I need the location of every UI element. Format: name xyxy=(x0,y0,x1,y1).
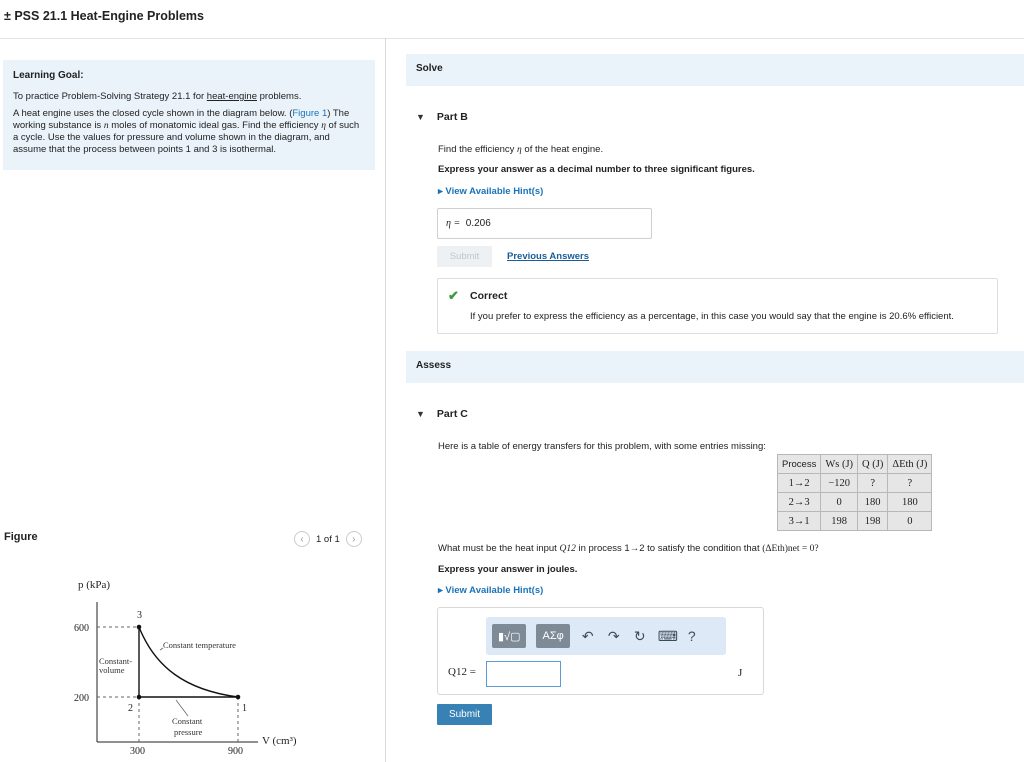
part-c-label: Part C xyxy=(436,408,468,420)
table-header: Q (J) xyxy=(858,455,888,474)
collapse-arrow-icon[interactable]: ▼ xyxy=(416,112,425,122)
hint-triangle-icon: ▸ xyxy=(438,585,446,596)
panel-divider xyxy=(385,38,386,762)
point-3 xyxy=(137,625,142,630)
table-header-row xyxy=(778,455,932,474)
table-row xyxy=(778,474,932,493)
goal-heading: Learning Goal: xyxy=(13,70,84,81)
point-1 xyxy=(236,695,241,700)
table-cell: ? xyxy=(888,474,932,493)
table-cell: 198 xyxy=(858,512,888,531)
part-c-question xyxy=(438,543,819,554)
part-b-answer-value: 0.206 xyxy=(465,218,491,229)
q12-symbol: Q12 xyxy=(559,544,576,554)
previous-answers-link[interactable]: Previous Answers xyxy=(507,251,590,262)
page-title: ± PSS 21.1 Heat-Engine Problems xyxy=(4,9,204,23)
part-b-answer-field[interactable] xyxy=(437,208,652,239)
next-figure-button[interactable]: › xyxy=(346,531,362,547)
table-cell: −120 xyxy=(821,474,858,493)
isothermal-path xyxy=(139,627,238,697)
table-row xyxy=(778,512,932,531)
help-icon[interactable]: ? xyxy=(687,628,696,644)
part-b-question-suffix: of the heat engine. xyxy=(521,144,604,155)
answer-input-panel xyxy=(437,607,764,695)
goal-body-2: ) The working substance is xyxy=(13,108,350,131)
feedback-title: Correct xyxy=(470,290,508,302)
energy-table xyxy=(777,454,932,531)
keyboard-icon[interactable]: ⌨ xyxy=(657,627,678,644)
part-c-question-prefix: What must be the heat input xyxy=(438,543,560,554)
solve-band: Solve xyxy=(406,54,1024,86)
goal-intro-prefix: To practice Problem-Solving Strategy 21.1 for xyxy=(13,91,207,102)
pressure-pointer xyxy=(176,700,188,716)
point-label-3: 3 xyxy=(137,610,142,621)
part-b-answer-label: η = xyxy=(446,218,461,229)
figure-1-link[interactable]: Figure 1 xyxy=(292,108,328,119)
table-cell: 198 xyxy=(821,512,858,531)
table-cell: 180 xyxy=(888,493,932,512)
part-c-question-mid: in process 1→2 to satisfy the condition that xyxy=(575,543,763,554)
pager-text: 1 of 1 xyxy=(316,533,340,545)
y-tick-200: 200 xyxy=(74,693,89,704)
n-symbol: n xyxy=(103,121,109,131)
goal-intro-suffix: problems. xyxy=(256,91,302,102)
part-b-hint-link[interactable] xyxy=(438,186,543,197)
table-cell: 2→3 xyxy=(778,493,821,512)
table-header: ΔEth (J) xyxy=(888,455,932,474)
goal-body-4: of such a cycle. Use the values for pressure and volume shown in the diagram, and assume that the process between points 1 and 3 is isothermal. xyxy=(13,120,360,155)
goal-text xyxy=(13,91,365,156)
pv-diagram xyxy=(60,572,360,762)
figure-label: Figure xyxy=(4,531,38,543)
annotation-constant-volume-2: volume xyxy=(99,665,125,675)
annotation-constant-pressure-2: pressure xyxy=(174,727,203,737)
part-b-question-prefix: Find the efficiency xyxy=(438,144,518,155)
eta-symbol: η xyxy=(321,121,326,131)
prev-figure-button[interactable]: ‹ xyxy=(294,531,310,547)
x-tick-300: 300 xyxy=(130,746,145,757)
y-tick-600: 600 xyxy=(74,623,89,634)
condition-expression: (ΔEth)net = 0? xyxy=(762,544,819,554)
part-c-intro: Here is a table of energy transfers for this problem, with some entries missing: xyxy=(438,441,766,452)
part-c-hint-link[interactable] xyxy=(438,585,543,596)
header-divider xyxy=(0,38,1024,39)
goal-body-3: moles of monatomic ideal gas. Find the efficiency xyxy=(108,120,322,131)
part-b-eta: η xyxy=(517,145,522,155)
math-toolbar xyxy=(486,617,726,655)
point-label-1: 1 xyxy=(242,703,247,714)
table-header: Ws (J) xyxy=(821,455,858,474)
annotation-constant-temperature: Constant temperature xyxy=(163,640,236,650)
part-c-instruction: Express your answer in joules. xyxy=(438,564,578,575)
goal-body-1: A heat engine uses the closed cycle shown in the diagram below. ( xyxy=(13,108,293,119)
undo-icon[interactable]: ↶ xyxy=(581,627,594,644)
q12-input[interactable] xyxy=(486,661,561,687)
reset-icon[interactable]: ↻ xyxy=(633,627,646,644)
collapse-arrow-icon[interactable]: ▼ xyxy=(416,409,425,419)
part-b-label: Part B xyxy=(436,111,468,123)
feedback-box xyxy=(437,278,998,334)
feedback-message: If you prefer to express the efficiency as a percentage, in this case you would say that the engine is 20.6% efficient. xyxy=(470,311,954,322)
x-axis-label: V (cm³) xyxy=(262,735,297,747)
heat-engine-link[interactable]: heat-engine xyxy=(206,91,257,102)
table-cell: 3→1 xyxy=(778,512,821,531)
templates-button[interactable]: ▮√▢ xyxy=(492,624,526,648)
annotation-constant-pressure-1: Constant xyxy=(172,716,203,726)
learning-goal-box xyxy=(3,60,375,170)
table-cell: ? xyxy=(858,474,888,493)
table-cell: 0 xyxy=(821,493,858,512)
table-cell: 0 xyxy=(888,512,932,531)
annotation-constant-volume-1: Constant- xyxy=(99,656,133,666)
part-b-hint-label: View Available Hint(s) xyxy=(445,186,544,197)
symbols-button[interactable]: ΑΣφ xyxy=(536,624,569,648)
part-b-instruction: Express your answer as a decimal number to three significant figures. xyxy=(438,164,755,175)
table-header: Process xyxy=(778,455,821,474)
goal-intro xyxy=(13,91,365,103)
y-axis-label: p (kPa) xyxy=(78,579,111,591)
checkmark-icon: ✔ xyxy=(448,288,459,303)
point-label-2: 2 xyxy=(128,703,133,714)
figure-pager xyxy=(294,531,362,547)
q12-input-label: Q12 = xyxy=(448,666,476,678)
part-b-header[interactable] xyxy=(416,111,468,123)
goal-body xyxy=(13,108,365,156)
table-cell: 1→2 xyxy=(778,474,821,493)
part-c-header[interactable] xyxy=(416,408,468,420)
table-cell: 180 xyxy=(858,493,888,512)
unit-label: J xyxy=(738,667,743,679)
hint-triangle-icon: ▸ xyxy=(438,186,446,197)
part-c-hint-label: View Available Hint(s) xyxy=(445,585,544,596)
part-b-question xyxy=(438,144,603,155)
point-2 xyxy=(137,695,142,700)
part-b-submit-button[interactable]: Submit xyxy=(437,246,492,267)
redo-icon[interactable]: ↷ xyxy=(607,627,620,644)
part-c-submit-button[interactable]: Submit xyxy=(437,704,492,725)
assess-band: Assess xyxy=(406,351,1024,383)
table-row xyxy=(778,493,932,512)
x-tick-900: 900 xyxy=(228,746,243,757)
